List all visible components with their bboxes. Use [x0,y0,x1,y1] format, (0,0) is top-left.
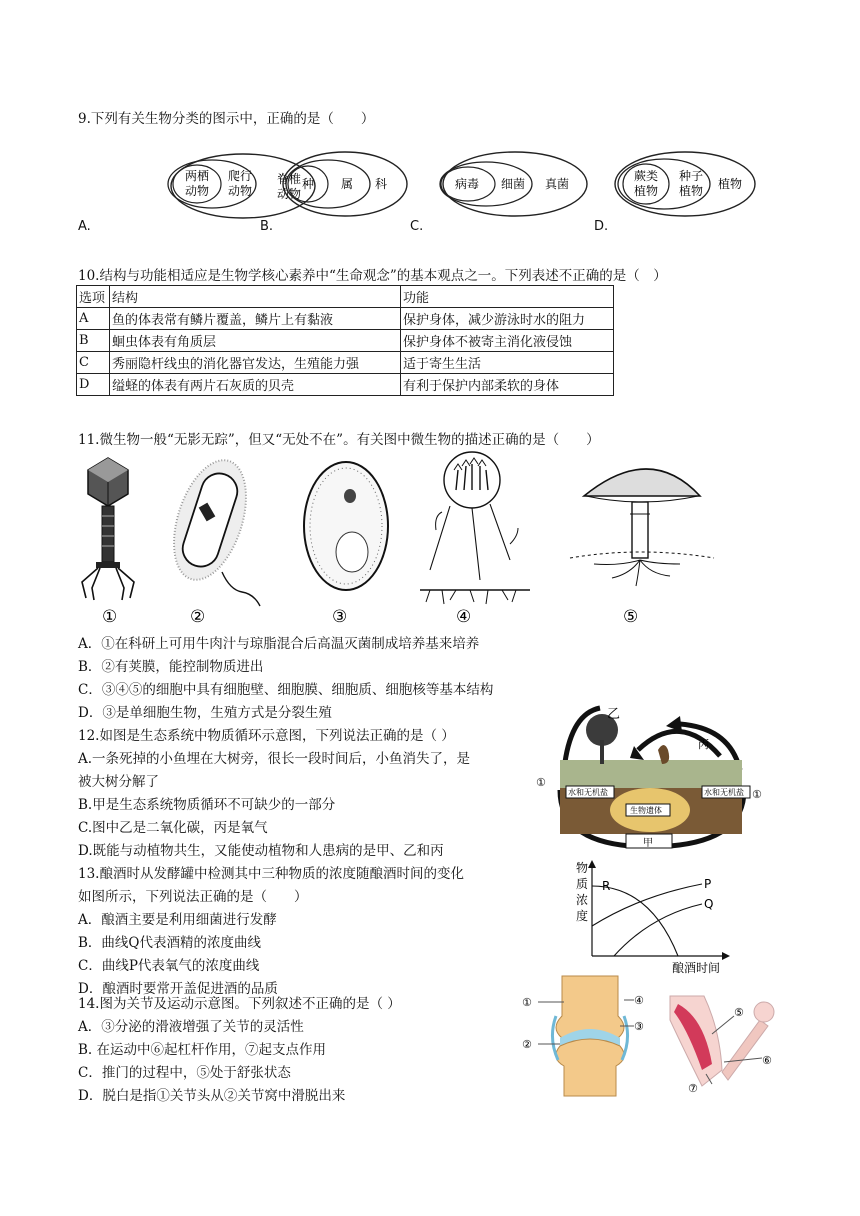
q9d-middle-2: 植物 [678,184,704,198]
series-label-r: R [602,879,611,893]
table-cell: 鱼的体表常有鳞片覆盖，鳞片上有黏液 [110,308,401,330]
table-cell: A [77,308,110,330]
q14-arm-figure [664,990,780,1094]
q14-option-d[interactable]: D．脱白是指①关节头从②关节窝中滑脱出来 [78,1088,346,1104]
q13-option-a[interactable]: A．酿酒主要是利用细菌进行发酵 [78,912,277,928]
table-cell: 保护身体不被寄主消化液侵蚀 [401,330,614,352]
q9a-outer-2: 动物 [276,187,302,201]
q10-stem: 10.结构与功能相适应是生物学核心素养中“生命观念”的基本观点之一。下列表述不正确的是（ ） [78,268,667,284]
q12-option-a-cont[interactable]: 被大树分解了 [78,774,159,790]
q13-option-c[interactable]: C．曲线P代表氧气的浓度曲线 [78,958,260,974]
q14-stem: 14.图为关节及运动示意图。下列叙述不正确的是（ ） [78,996,401,1012]
bacterium-icon [160,451,260,606]
label-water-right: 水和无机盐 [704,788,744,797]
series-line-r [592,886,678,956]
q13-option-b[interactable]: B．曲线Q代表酒精的浓度曲线 [78,935,261,951]
table-cell: 蛔虫体表有角质层 [110,330,401,352]
label-left-num: ① [536,776,546,789]
q14-joint-figure [520,972,660,1100]
q9-diagram-a [168,154,315,218]
q11-option-d[interactable]: D．③是单细胞生物，生殖方式是分裂生殖 [78,705,332,721]
label-bing: 丙 [698,738,709,751]
q11-label-5: ⑤ [623,607,639,627]
label-right-num: ① [752,788,762,801]
q9d-inner-1: 蕨类 [633,169,659,183]
chart-xlabel: 酿酒时间 [672,961,721,975]
q9a-middle-2: 动物 [227,184,253,198]
q9-option-c-letter[interactable]: C. [410,219,424,234]
q12-option-b[interactable]: B.甲是生态系统物质循环不可缺少的一部分 [78,797,336,813]
q14-option-b[interactable]: B. 在运动中⑥起杠杆作用，⑦起支点作用 [78,1042,327,1058]
q9-option-d-letter[interactable]: D. [594,219,609,234]
joint-label-2: ② [522,1038,532,1051]
q11-stem: 11.微生物一般“无影无踪”，但又“无处不在”。有关图中微生物的描述正确的是（ ） [78,432,600,448]
arm-label-7: ⑦ [688,1082,698,1094]
label-water-left: 水和无机盐 [568,788,608,797]
q9b-outer: 科 [374,177,388,191]
arm-label-6: ⑥ [762,1054,772,1067]
series-label-p: P [704,877,712,891]
q9a-inner-1: 两栖 [184,169,210,183]
q13-option-d[interactable]: D．酿酒时要常开盖促进酒的品质 [78,981,278,997]
ylabel-char: 物 [576,861,589,875]
q9c-middle: 细菌 [500,177,526,191]
table-header: 选项 [77,286,110,308]
table-cell: D [77,374,110,396]
q11-label-3: ③ [332,607,348,627]
q12-stem: 12.如图是生态系统中物质循环示意图，下列说法正确的是（ ） [78,728,455,744]
table-header: 结构 [110,286,401,308]
table-row [77,330,614,352]
q11-label-4: ④ [456,607,472,627]
q14-option-c[interactable]: C．推门的过程中，⑤处于舒张状态 [78,1065,291,1081]
q9a-outer-1: 脊椎 [276,172,302,186]
q9c-inner: 病毒 [454,177,480,191]
q11-option-a[interactable]: A．①在科研上可用牛肉汁与琼脂混合后高温灭菌制成培养基来培养 [78,636,480,652]
q9b-inner: 种 [301,177,315,191]
q9a-middle-1: 爬行 [227,169,253,183]
q9-option-a-letter[interactable]: A. [78,219,91,234]
q12-option-c[interactable]: C.图中乙是二氧化碳，丙是氧气 [78,820,268,836]
table-cell: 有利于保护内部柔软的身体 [401,374,614,396]
q13-concentration-chart [570,856,740,978]
table-row [77,308,614,330]
q11-label-2: ② [190,607,206,627]
ylabel-char: 度 [576,909,589,923]
table-header: 功能 [401,286,614,308]
table-header-row [77,286,614,308]
table-cell: 缢蛏的体表有两片石灰质的贝壳 [110,374,401,396]
joint-label-3: ③ [634,1020,644,1033]
ylabel-char: 浓 [576,893,589,907]
q11-option-b[interactable]: B．②有荚膜，能控制物质进出 [78,659,264,675]
q11-microbe-figures [70,450,740,630]
series-line-q [614,904,702,956]
table-cell: 适于寄生生活 [401,352,614,374]
q9-option-b-letter[interactable]: B. [260,219,274,234]
mushroom-icon [570,469,714,586]
label-yi: 乙 [607,707,621,722]
chart-ylabel [576,860,588,923]
q9a-inner-2: 动物 [184,184,210,198]
q13-stem-line2: 如图所示，下列说法正确的是（ ） [78,889,308,905]
q12-option-a[interactable]: A.一条死掉的小鱼埋在大树旁，很长一段时间后，小鱼消失了，是 [78,751,471,767]
ylabel-char: 质 [576,877,589,891]
q13-stem-line1: 13.酿酒时从发酵罐中检测其中三种物质的浓度随酿酒时间的变化 [78,866,464,882]
joint-label-4: ④ [634,994,644,1007]
q11-label-1: ① [102,607,118,627]
q14-option-a[interactable]: A．③分泌的滑液增强了关节的灵活性 [78,1019,304,1035]
table-cell: B [77,330,110,352]
q12-option-d[interactable]: D.既能与动植物共生，又能使动植物和人患病的是甲、乙和丙 [78,843,444,859]
q9-diagram-b [283,152,407,216]
bacteriophage-icon [82,458,134,600]
yeast-cell-icon [304,462,388,590]
table-cell: 秀丽隐杆线虫的消化器官发达，生殖能力强 [110,352,401,374]
label-jia: 甲 [643,838,653,849]
q9-diagram-d [615,152,755,216]
mold-icon [420,452,530,604]
q10-table [76,285,614,396]
q9d-middle-1: 种子 [678,169,704,183]
table-row [77,374,614,396]
q9-diagram-c [440,152,587,216]
q12-ecosystem-figure [530,700,770,852]
table-row [77,352,614,374]
table-cell: C [77,352,110,374]
label-remains: 生物遗体 [630,806,662,815]
q9d-outer: 植物 [717,177,743,191]
q9-stem: 9.下列有关生物分类的图示中，正确的是（ ） [78,111,375,127]
series-label-q: Q [704,897,714,911]
table-cell: 保护身体，减少游泳时水的阻力 [401,308,614,330]
q9c-outer: 真菌 [544,177,570,191]
q9b-middle: 属 [340,177,354,191]
q11-option-c[interactable]: C．③④⑤的细胞中具有细胞壁、细胞膜、细胞质、细胞核等基本结构 [78,682,494,698]
joint-label-1: ① [522,996,532,1009]
q9d-inner-2: 植物 [633,184,659,198]
arm-label-5: ⑤ [734,1006,744,1019]
